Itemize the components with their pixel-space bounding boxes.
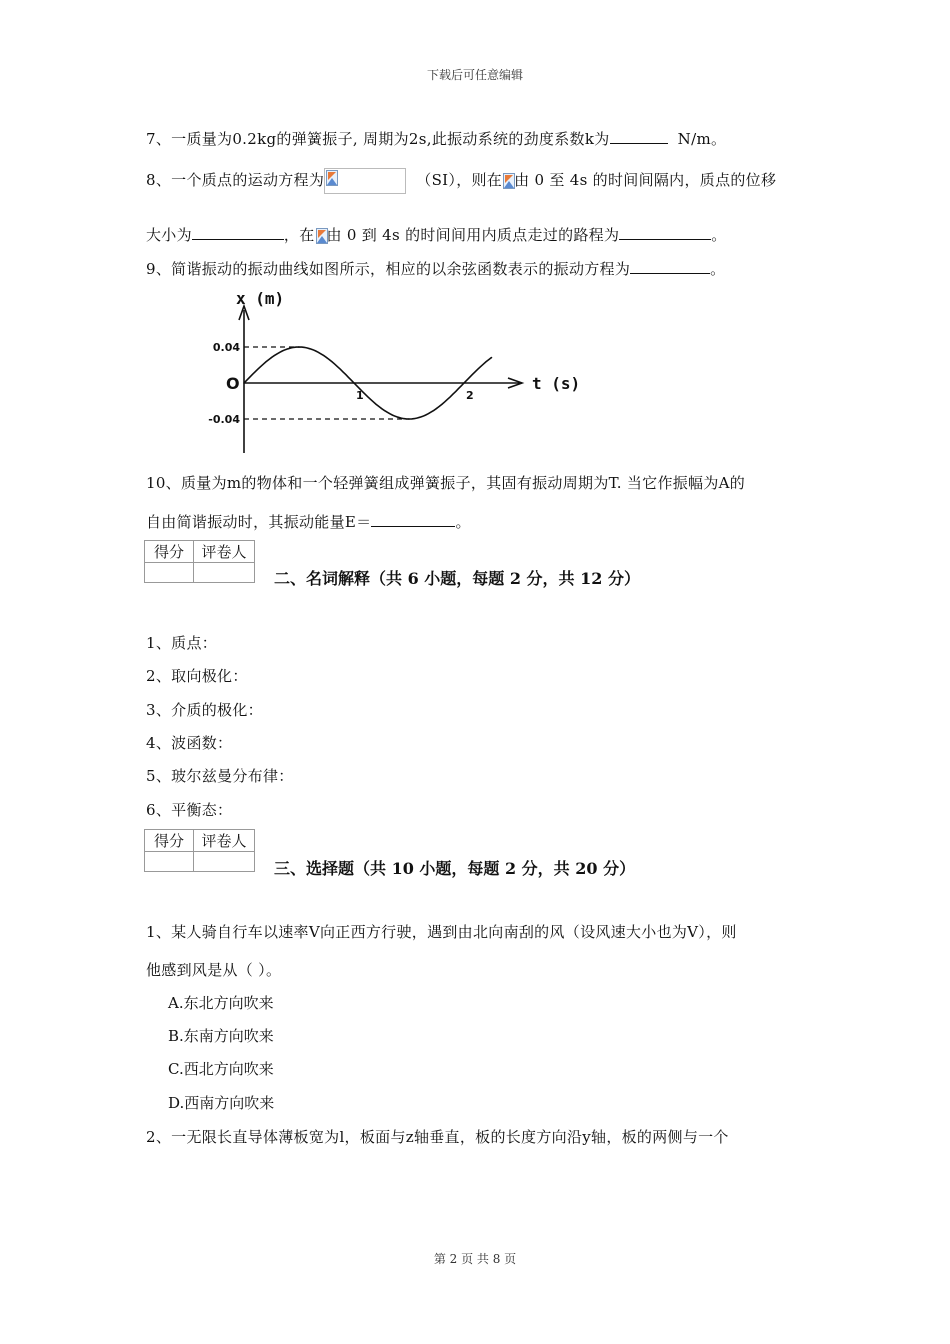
y-axis-label: x (m) [236, 289, 285, 308]
curve-data-point [491, 357, 493, 359]
question-10-text: 10、质量为m的物体和一个轻弹簧组成弹簧振子，其固有振动周期为T. 当它作振幅为A的 [146, 474, 746, 492]
curve-data-point [436, 408, 438, 410]
choice-option-a[interactable]: A.东北方向吹来 [168, 994, 274, 1012]
definition-item: 1、质点： [146, 634, 218, 652]
x-tick-label: 1 [356, 389, 364, 402]
curve-data-point [243, 382, 245, 384]
question-8-text: 由 0 到 4s 的时间间用内质点走过的路程为 [326, 226, 620, 244]
question-8-text: 。 [711, 226, 727, 244]
grader-header: 评卷人 [194, 541, 255, 563]
question-10-text: 自由简谐振动时，其振动能量E＝ [146, 513, 372, 531]
choice-option-d[interactable]: D.西南方向吹来 [168, 1094, 275, 1112]
y-tick-label: 0.04 [212, 341, 240, 354]
question-9-text: 。 [710, 260, 726, 278]
broken-image-icon [315, 227, 327, 245]
definition-item: 6、平衡态： [146, 801, 233, 819]
vibration-curve-chart [190, 288, 590, 460]
grader-cell[interactable] [194, 852, 255, 872]
question-10-text: 。 [455, 513, 471, 531]
score-table [144, 829, 255, 872]
choice-question-1-line-1: 1、某人骑自行车以速率V向正西方行驶，遇到由北向南刮的风（设风速大小也为V），则 [146, 923, 737, 941]
question-8-text: 8、一个质点的运动方程为 [146, 171, 325, 189]
answer-blank [630, 259, 710, 274]
answer-blank [619, 225, 711, 240]
question-7-unit: N/m。 [677, 130, 727, 148]
score-header: 得分 [145, 541, 194, 563]
choice-question-2-line-1: 2、一无限长直导体薄板宽为l，板面与z轴垂直，板的长度方向沿y轴，板的两侧与一个 [146, 1128, 729, 1146]
score-cell[interactable] [145, 852, 194, 872]
grader-header: 评卷人 [194, 830, 255, 852]
question-8-text: （SI），则在 [416, 171, 503, 189]
choice-option-c[interactable]: C.西北方向吹来 [168, 1060, 274, 1078]
y-tick-label: -0.04 [208, 413, 240, 426]
broken-image-icon [502, 172, 514, 190]
grader-cell[interactable] [194, 563, 255, 583]
curve-data-point [353, 382, 355, 384]
curve-data-point [408, 418, 410, 420]
definition-item: 4、波函数： [146, 734, 233, 752]
section-2-title: 二、名词解释（共 6 小题，每题 2 分，共 12 分） [274, 569, 640, 588]
origin-label: O [226, 374, 240, 393]
choice-question-1-line-2: 他感到风是从（ ）。 [146, 961, 282, 979]
curve-data-point [298, 346, 300, 348]
score-header: 得分 [145, 830, 194, 852]
x-axis-label: t (s) [532, 374, 581, 393]
question-10-line-2 [146, 511, 471, 532]
curve-data-point [326, 357, 328, 359]
page-footer: 第 2 页 共 8 页 [433, 1252, 517, 1266]
score-cell[interactable] [145, 563, 194, 583]
question-8-text: ，在 [283, 226, 315, 244]
broken-image-icon [324, 168, 406, 194]
question-8-text: 由 0 至 4s 的时间间隔内，质点的位移 [514, 171, 777, 189]
question-10-line-1 [146, 472, 745, 493]
curve-data-point [381, 408, 383, 410]
question-8-text: 大小为 [146, 226, 192, 244]
section-3-title: 三、选择题（共 10 小题，每题 2 分，共 20 分） [274, 859, 636, 878]
curve-data-point [463, 382, 465, 384]
definition-item: 2、取向极化： [146, 667, 248, 685]
question-9 [146, 258, 725, 279]
question-7-text: 7、一质量为0.2kg的弹簧振子, 周期为2s,此振动系统的劲度系数k为 [146, 130, 610, 148]
question-8-line-1 [146, 168, 776, 194]
question-7 [146, 128, 726, 149]
definition-item: 5、玻尔兹曼分布律： [146, 767, 294, 785]
score-table [144, 540, 255, 583]
curve-data-point [271, 357, 273, 359]
choice-option-b[interactable]: B.东南方向吹来 [168, 1027, 274, 1045]
definition-item: 3、介质的极化： [146, 701, 263, 719]
answer-blank [371, 512, 455, 527]
answer-blank [192, 225, 284, 240]
question-8-line-2 [146, 224, 727, 245]
answer-blank [610, 129, 668, 144]
question-9-text: 9、简谐振动的振动曲线如图所示，相应的以余弦函数表示的振动方程为 [146, 260, 631, 278]
x-tick-label: 2 [466, 389, 474, 402]
page-header: 下载后可任意编辑 [426, 68, 523, 82]
